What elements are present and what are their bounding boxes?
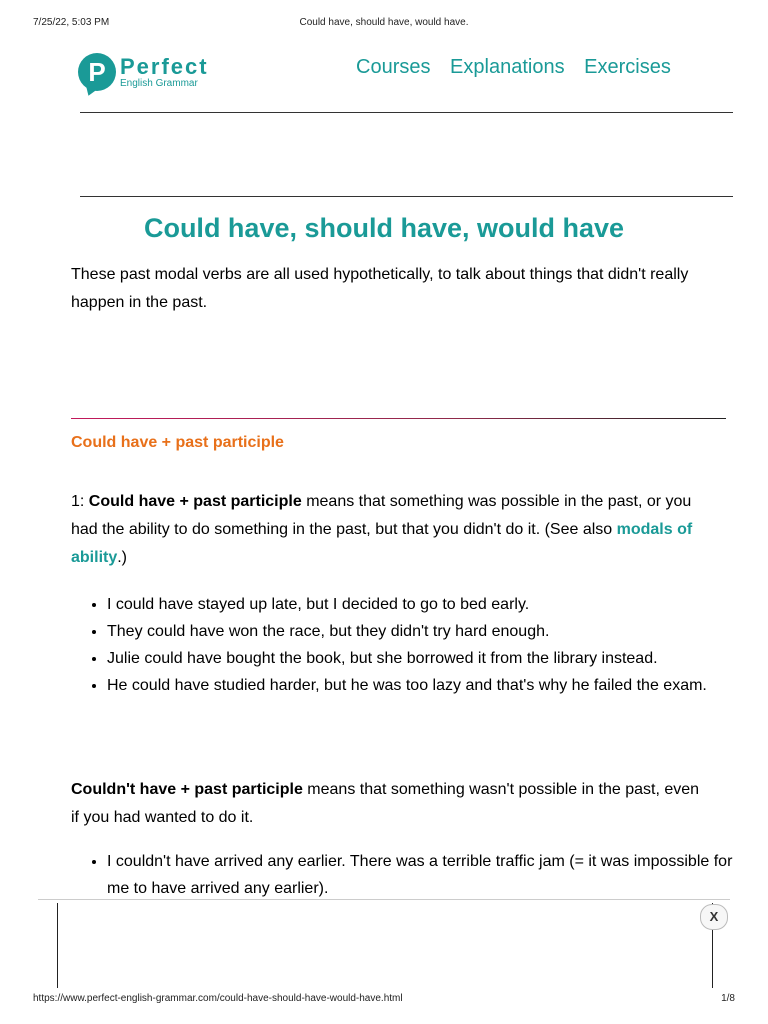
list-item: • I couldn't have arrived any earlier. There was a terrible traffic jam (= it was impossible for me to have arrived any earlier).: [107, 848, 747, 902]
couldnt-have-examples: [71, 848, 747, 902]
could-have-examples: [71, 591, 747, 699]
print-datetime: 7/25/22, 5:03 PM: [33, 17, 110, 28]
logo-speech-bubble-icon: [78, 53, 116, 91]
main-nav: [356, 56, 685, 79]
paragraph-number: 1:: [71, 493, 89, 510]
logo-word: Perfect: [120, 53, 209, 79]
couldnt-have-term: Couldn't have + past participle: [71, 781, 303, 798]
close-icon: X: [709, 909, 719, 924]
title-divider: [80, 196, 733, 197]
couldnt-have-text: means that something wasn't possible in the past, even if you had wanted to do it.: [71, 781, 700, 826]
nav-exercises[interactable]: Exercises: [584, 56, 671, 78]
list-item: • I could have stayed up late, but I decided to go to bed early.: [107, 591, 747, 618]
close-button[interactable]: [700, 904, 728, 930]
list-item: • He could have studied harder, but he was too lazy and that's why he failed the exam.: [107, 672, 747, 699]
could-have-text: means that something was possible in the past, or you had the ability to do something in the past, but that you didn't do it. (See also: [71, 493, 692, 538]
print-doc-title: Could have, should have, would have.: [299, 17, 469, 28]
header-divider: [80, 112, 733, 113]
couldnt-have-paragraph: [71, 776, 711, 832]
could-have-text-end: .): [117, 549, 128, 566]
intro-paragraph: These past modal verbs are all used hypothetically, to talk about things that didn't really happen in the past.: [71, 266, 689, 311]
section-heading: Could have + past participle: [71, 434, 284, 451]
print-page-count: 1/8: [721, 993, 735, 1004]
logo-text: [120, 53, 209, 89]
list-item: • They could have won the race, but they didn't try hard enough.: [107, 618, 747, 645]
logo-letter: P: [88, 57, 106, 87]
site-logo[interactable]: [78, 53, 209, 91]
could-have-paragraph: [71, 488, 711, 572]
print-url: https://www.perfect-english-grammar.com/could-have-should-have-would-have.html: [33, 993, 403, 1004]
modals-of-ability-link[interactable]: modals of ability: [71, 521, 693, 566]
could-have-term: Could have + past participle: [88, 493, 302, 510]
nav-courses[interactable]: Courses: [356, 56, 431, 78]
overlay-top-border: [38, 899, 730, 900]
logo-subtitle: English Grammar: [120, 77, 198, 89]
overlay-left-border: [57, 903, 58, 988]
nav-explanations[interactable]: Explanations: [450, 56, 565, 78]
page-title: Could have, should have, would have: [143, 213, 625, 243]
list-item: • Julie could have bought the book, but she borrowed it from the library instead.: [107, 645, 747, 672]
section-divider: [71, 418, 726, 419]
